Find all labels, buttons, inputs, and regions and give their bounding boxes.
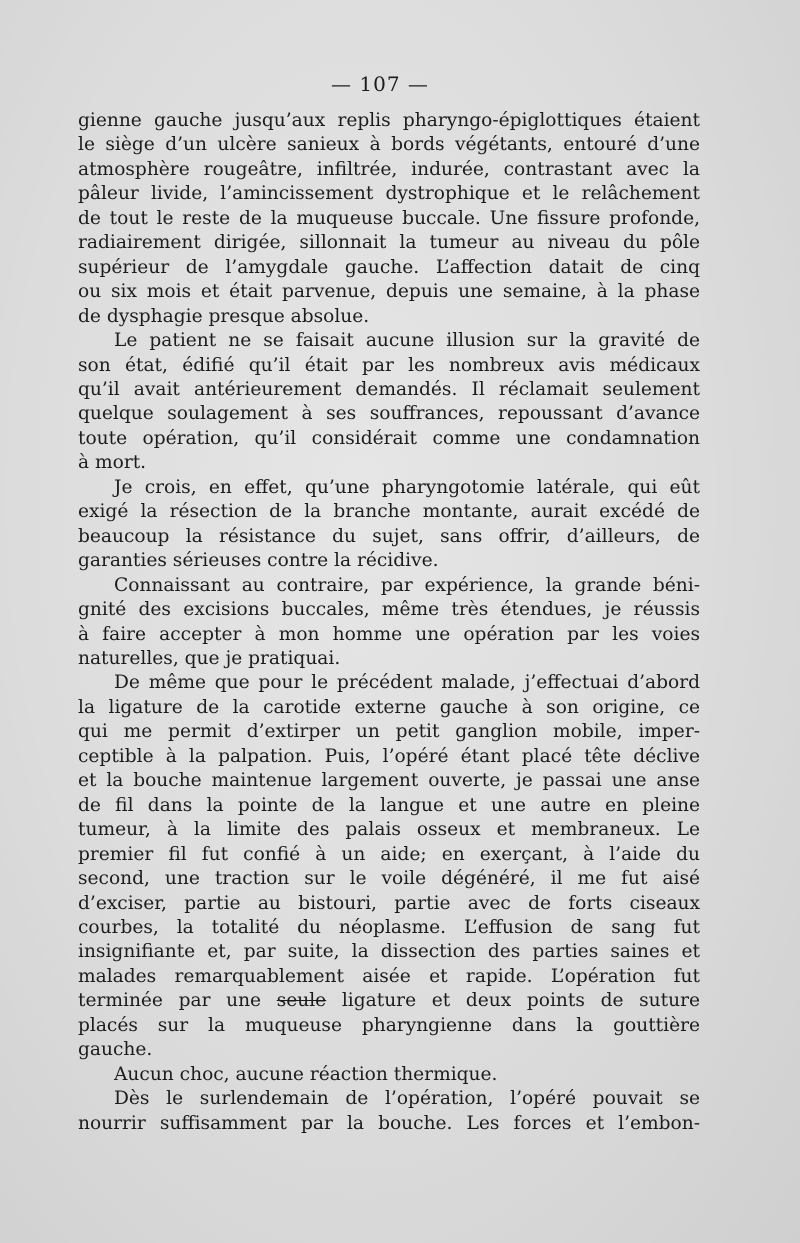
text-line: Connaissant au contraire, par expérience, la grande béni- [114,574,700,596]
text-line: ceptible à la palpation. Puis, l’opéré étant placé tête déclive [78,745,700,767]
struck-word: seule [276,990,327,1012]
text-line: garanties sérieuses contre la récidive. [78,550,439,572]
text-line: insignifiante et, par suite, la dissection des parties saines et [78,941,700,963]
text-line: le siège d’un ulcère sanieux à bords végétants, entouré d’une [78,134,700,156]
text-line: quelque soulagement à ses souffrances, repoussant d’avance [78,403,700,425]
paragraph-7 [78,1087,700,1136]
text-line: naturelles, que je pratiquai. [78,647,341,669]
text-line: Le patient ne se faisait aucune illusion sur la gravité de [114,330,700,352]
text-line: à faire accepter à mon homme une opération par les voies [78,623,700,645]
text-line: d’exciser, partie au bistouri, partie avec de forts ciseaux [78,892,700,914]
text-line: radiairement dirigée, sillonnait la tumeur au niveau du pôle [78,232,700,254]
text-line: de tout le reste de la muqueuse buccale. Une fissure profonde, [78,207,700,229]
text-line: Je crois, en effet, qu’une pharyngotomie latérale, qui eût [114,476,700,498]
text-line: beaucoup la résistance du sujet, sans offrir, d’ailleurs, de [78,525,700,547]
paragraph-4 [78,574,700,672]
text-line-with-strikethrough [78,989,700,1013]
text-line: de fil dans la pointe de la langue et une autre en pleine [78,794,700,816]
text-line: exigé la résection de la branche montante, aurait excédé de [78,501,700,523]
paragraph-3 [78,476,700,574]
text-line: Dès le surlendemain de l’opération, l’opéré pouvait se [114,1088,700,1110]
text-line: à mort. [78,452,147,474]
page-number: — 107 — [331,72,429,96]
text-line: gnité des excisions buccales, même très étendues, je réussis [78,599,700,621]
body-text [78,109,700,1136]
text-line: son état, édifié qu’il était par les nombreux avis médicaux [78,354,700,376]
text-segment: ligature et deux points de suture [326,990,700,1012]
text-line: malades remarquablement aisée et rapide. L’opération fut [78,965,700,987]
paragraph-5 [78,671,700,1062]
text-line: courbes, la totalité du néoplasme. L’effusion de sang fut [78,916,700,938]
text-line: toute opération, qu’il considérait comme une condamnation [78,427,700,449]
paragraph-2 [78,329,700,476]
text-line: Aucun choc, aucune réaction thermique. [114,1063,498,1085]
text-line: qu’il avait antérieurement demandés. Il réclamait seulement [78,378,700,400]
text-line: qui me permit d’extirper un petit ganglion mobile, imper- [78,721,700,743]
text-line: gauche. [78,1039,153,1061]
text-line: premier fil fut confié à un aide; en exerçant, à l’aide du [78,843,700,865]
text-line: ou six mois et était parvenue, depuis une semaine, à la phase [78,281,700,303]
text-line: De même que pour le précédent malade, j’effectuai d’abord [114,672,700,694]
paragraph-1 [78,109,700,329]
text-line: pâleur livide, l’amincissement dystrophique et le relâchement [78,183,700,205]
paragraph-6 [78,1063,700,1087]
text-line: placés sur la muqueuse pharyngienne dans la gouttière [78,1014,700,1036]
text-line: nourrir suffisamment par la bouche. Les forces et l’embon- [78,1112,700,1134]
text-line: et la bouche maintenue largement ouverte, je passai une anse [78,770,700,792]
text-line: second, une traction sur le voile dégénéré, il me fut aisé [78,868,700,890]
text-line: supérieur de l’amygdale gauche. L’affection datait de cinq [78,256,700,278]
text-line: tumeur, à la limite des palais osseux et membraneux. Le [78,819,700,841]
text-line: gienne gauche jusqu’aux replis pharyngo-épiglottiques étaient [78,110,700,131]
text-line: la ligature de la carotide externe gauche à son origine, ce [78,696,700,718]
text-segment: terminée par une [78,990,277,1012]
text-line: de dysphagie presque absolue. [78,305,370,327]
text-line: atmosphère rougeâtre, infiltrée, indurée, contrastant avec la [78,158,700,180]
